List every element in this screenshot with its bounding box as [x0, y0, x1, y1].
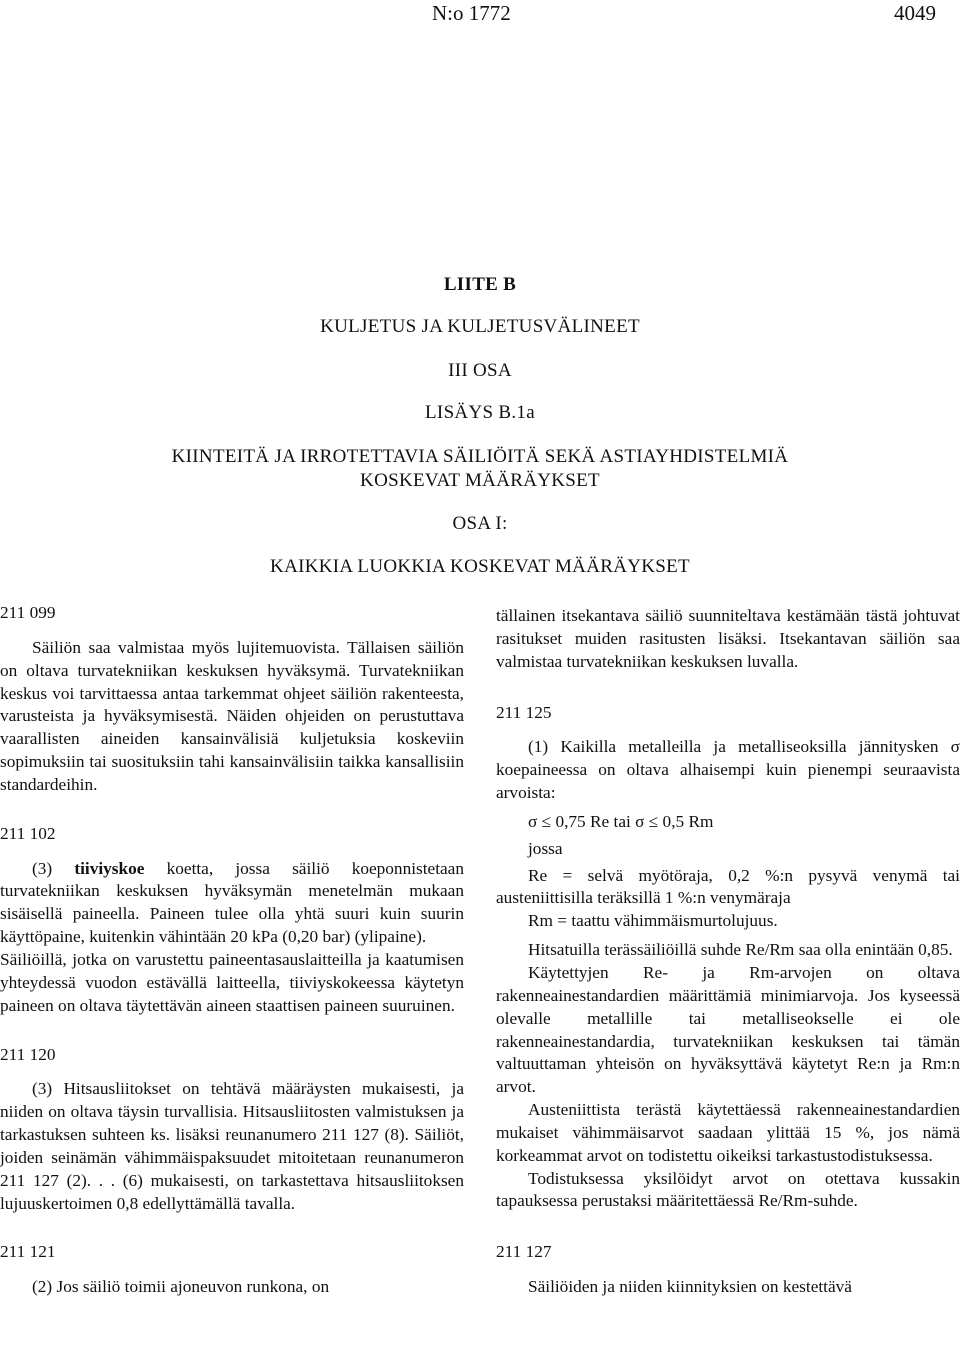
section-part-title: OSA I: [452, 513, 508, 534]
paragraph-211120: (3) Hitsausliitokset on tehtävä määräysten mukaisesti, ja niiden on oltava täysin turvallisia. Hitsausliitosten valmistuksen ja tarkastuksen suhteen ks. lisäksi reunanumero 211 127 (8). Säiliöt, joiden seinämän vähimmäispaksuudet mitoitetaan reunanumeron 211 127 (2). . . (6) mukaisesti, on tarkastettava hitsausliitoksen lujuuskertoimen 0,8 edellyttämällä tavalla. [0, 1079, 464, 1213]
paragraph-label: (3) [32, 858, 75, 878]
stress-formula: σ ≤ 0,75 Re tai σ ≤ 0,5 Rm [528, 811, 714, 831]
paragraph-certificate: Todistuksessa yksilöidyt arvot on otettava kussakin tapauksessa perustaksi määritettäessä Re/Rm-suhde. [496, 1168, 960, 1211]
appendix-title: LISÄYS B.1a [425, 402, 535, 423]
paragraph-211102-cont: Säiliöillä, jotka on varustettu paineentasauslaitteilla ja kaatumisen yhteydessä vuodon estävällä laitteella, tiiviyskokeessa käytetyn paineen on oltava täytettävän aineen staattisen paineen suuruinen. [0, 949, 464, 1015]
paragraph-welded-ratio: Hitsatuilla terässäiliöillä suhde Re/Rm saa olla enintään 0,85. [528, 940, 953, 960]
definition-rm: Rm = taattu vähimmäismurtolujuus. [528, 911, 778, 931]
paragraph-211102-3 [0, 858, 464, 949]
definition-re: Re = selvä myötöraja, 0,2 %:n pysyvä venymä tai austeniittisilla teräksillä 1 %:n venymäraja [496, 865, 960, 908]
left-column [0, 602, 464, 1299]
paragraph-text: koetta, jossa säiliö koeponnistetaan turvatekniikan keskuksen hyväksymän menetelmän mukaan sisäisellä paineella. Paineen tulee olla yhtä suuri kuin suurin käyttöpaine, kuitenkin vähintään 20 kPa (0,20 bar) (ylipaine). [0, 858, 464, 947]
paragraph-211125-1: (1) Kaikilla metalleilla ja metalliseoksilla jännitysken σ koepaineessa on oltava alhaisempi kuin pienempi seuraavista arvoista: [496, 737, 960, 803]
annex-title: LIITE B [443, 274, 517, 295]
paragraph-continuation: tällainen itsekantava säiliö suunniteltava kestämään tästä johtuvat rasitukset muiden rasitusten lisäksi. Itsekantavan säiliön saa valmistaa turvatekniikan keskuksen luvalla. [496, 606, 960, 671]
page-header-left: N:o 1772 [432, 1, 511, 25]
section-number-211120: 211 120 [0, 1044, 56, 1064]
section-number-211127: 211 127 [496, 1242, 552, 1262]
paragraph-austenitic: Austeniittista terästä käytettäessä rakenneainestandardien mukaiset vähimmäisarvot saadaan ylittää 15 %, jos nämä korkeammat arvot on todistettu oikeiksi tarkastustodistuksessa. [496, 1100, 960, 1165]
section-number-211099: 211 099 [0, 603, 56, 622]
paragraph-211099: Säiliön saa valmistaa myös lujitemuovista. Tällaisen säiliön on oltava turvatekniikan keskuksen hyväksymä. Turvatekniikan keskus voi tarvittaessa antaa tarkemmat ohjeet säiliön rakenteesta, varusteista ja hyväksymisestä. Näiden ohjeiden on perustuttava vaarallisten aineiden kansainvälisiä kuljetuksia koskeviin sopimuksiin tai suosituksiin tahi kansainvälisiin taikka kansallisiin standardeihin. [0, 637, 464, 794]
main-heading-line1: KIINTEITÄ JA IRROTETTAVIA SÄILIÖITÄ SEKÄ ASTIAYHDISTELMIÄ [171, 446, 789, 467]
section-part-subtitle: KAIKKIA LUOKKIA KOSKEVAT MÄÄRÄYKSET [270, 556, 690, 577]
part-title: III OSA [448, 360, 512, 381]
main-heading-line2: KOSKEVAT MÄÄRÄYKSET [360, 470, 600, 491]
where-label: jossa [528, 838, 563, 858]
paragraph-211127: Säiliöiden ja niiden kiinnityksien on kestettävä [528, 1277, 852, 1297]
annex-subtitle: KULJETUS JA KULJETUSVÄLINEET [320, 316, 640, 337]
paragraph-material-values: Käytettyjen Re- ja Rm-arvojen on oltava rakenneainestandardien määrittämiä minimiarvoja. Jos kyseessä olevalle metallille tai metalliseokselle ei ole rakenneainestandardia, turvatekniikan keskuksen tai tämän valtuuttaman yhteisön on hyväksyttävä käytetyt Re:n ja Rm:n arvot. [496, 962, 960, 1097]
section-number-211125: 211 125 [496, 702, 552, 722]
section-number-211102: 211 102 [0, 823, 56, 843]
right-column [496, 605, 960, 1299]
paragraph-211121: (2) Jos säiliö toimii ajoneuvon runkona, on [32, 1277, 330, 1297]
defined-term: tiiviyskoe [74, 858, 145, 878]
page-number: 4049 [894, 1, 936, 25]
section-number-211121: 211 121 [0, 1242, 56, 1262]
